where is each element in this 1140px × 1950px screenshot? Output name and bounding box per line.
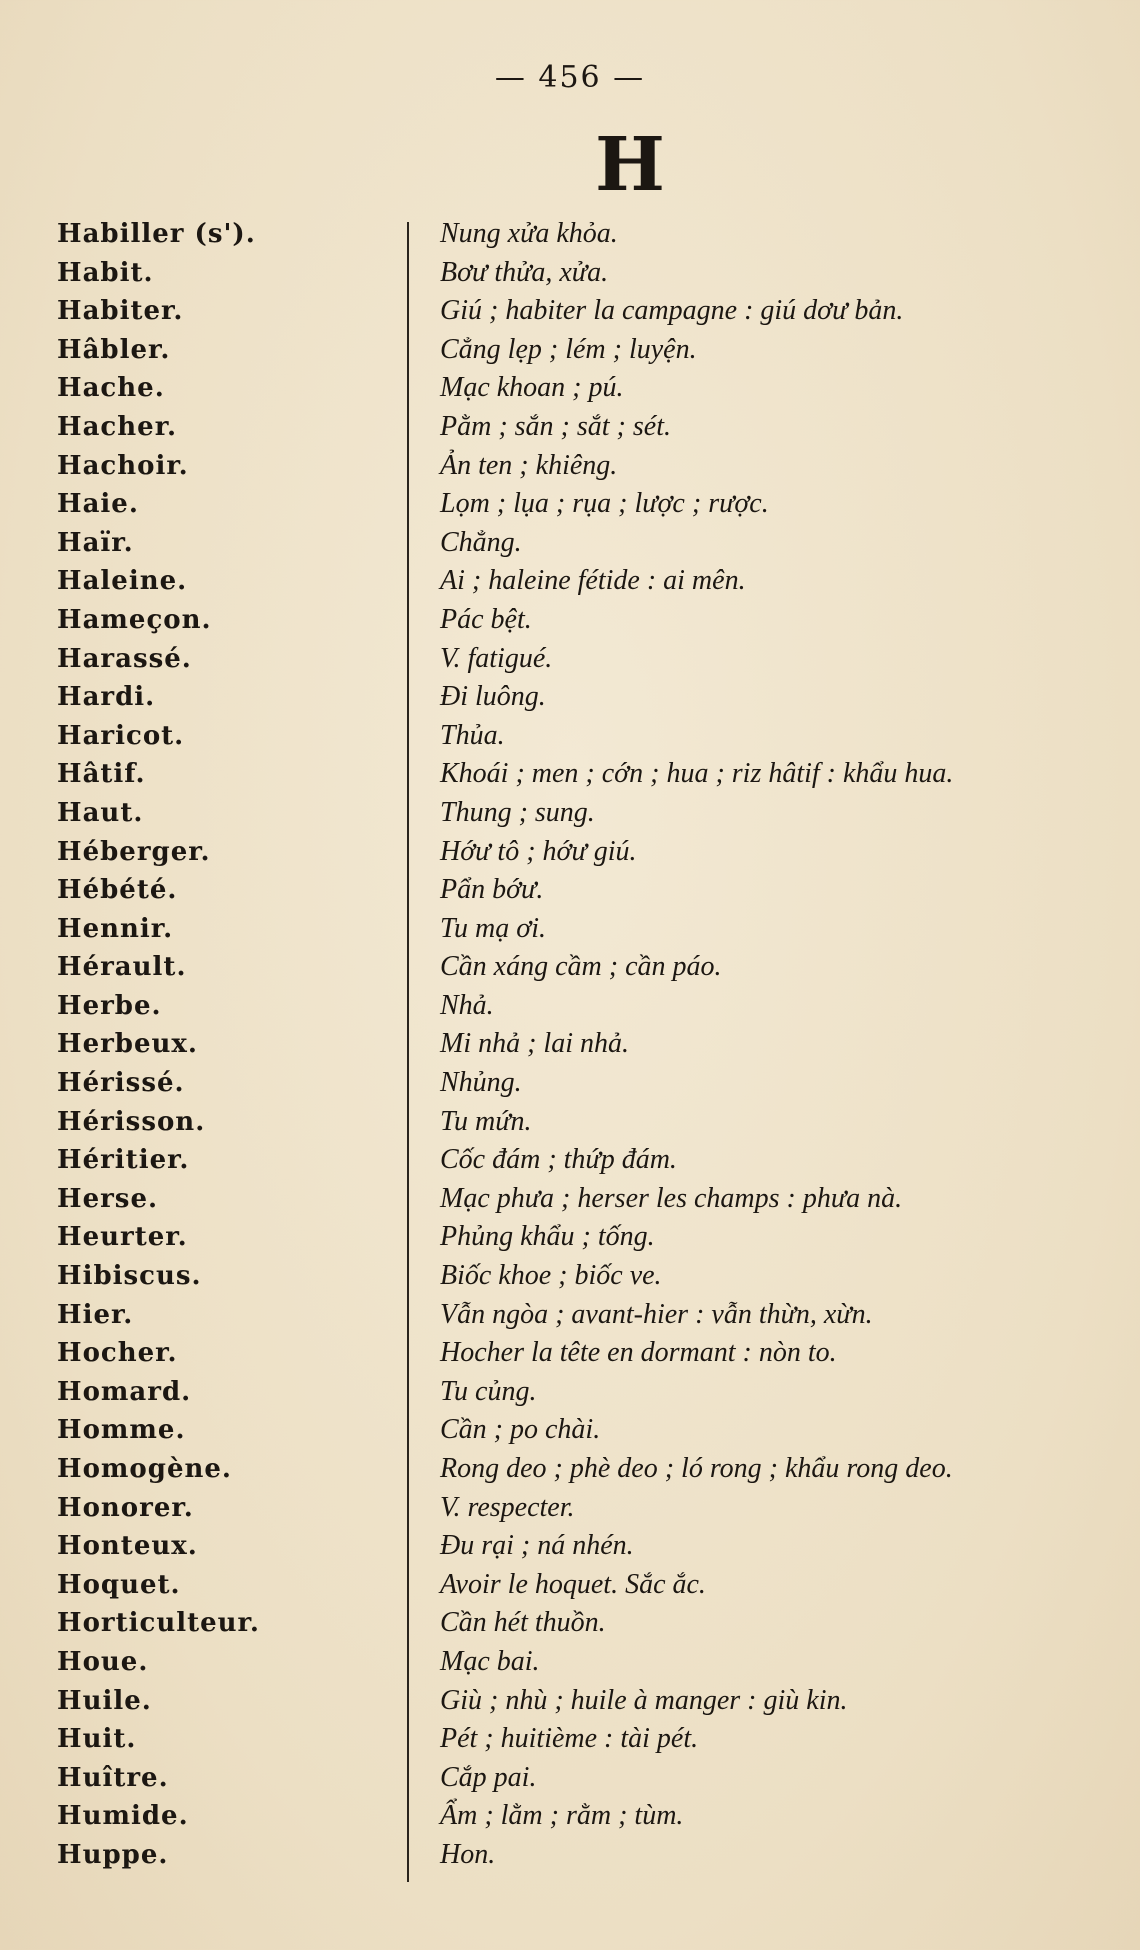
dictionary-entry	[0, 678, 1140, 717]
entry-headword: Hacher.	[57, 411, 178, 442]
dictionary-entry	[0, 717, 1140, 756]
dictionary-entry	[0, 485, 1140, 524]
dictionary-entry	[0, 369, 1140, 408]
entry-headword: Héberger.	[57, 836, 211, 867]
entry-headword: Hibiscus.	[57, 1261, 202, 1292]
entry-definition: Nhả.	[440, 989, 494, 1021]
dictionary-entry	[0, 331, 1140, 370]
dictionary-entry	[0, 447, 1140, 486]
entry-definition: Cần xáng cầm ; cần páo.	[440, 951, 722, 983]
entry-definition: Cắp pai.	[440, 1761, 537, 1793]
entry-definition: Cẳng lẹp ; lém ; luyện.	[440, 333, 697, 365]
dictionary-entry	[0, 948, 1140, 987]
dictionary-entry	[0, 292, 1140, 331]
entry-headword: Hier.	[57, 1299, 134, 1330]
entry-definition: Pằm ; sắn ; sắt ; sét.	[440, 410, 671, 442]
dictionary-entry	[0, 640, 1140, 679]
entry-definition: Biốc khoe ; biốc ve.	[440, 1260, 662, 1292]
entry-definition: Chẳng.	[440, 526, 522, 558]
dictionary-entry	[0, 910, 1140, 949]
dictionary-entry	[0, 1141, 1140, 1180]
entry-headword: Habiter.	[57, 296, 184, 327]
entry-headword: Habiller (s').	[57, 219, 256, 249]
dictionary-entry	[0, 1682, 1140, 1721]
entry-headword: Hennir.	[57, 913, 174, 944]
entry-definition: Pét ; huitième : tài pét.	[440, 1723, 699, 1755]
entry-definition: Đi luông.	[440, 681, 546, 713]
entry-definition: Hớư tô ; hớư giú.	[440, 835, 637, 867]
dictionary-entry	[0, 1450, 1140, 1489]
dictionary-entry	[0, 755, 1140, 794]
entry-headword: Herse.	[57, 1183, 159, 1214]
dictionary-entry	[0, 1720, 1140, 1759]
entry-headword: Homard.	[57, 1376, 192, 1407]
dictionary-entry	[0, 1759, 1140, 1798]
entry-headword: Honteux.	[57, 1531, 198, 1562]
dictionary-entry	[0, 408, 1140, 447]
dictionary-entry	[0, 1373, 1140, 1412]
entry-headword: Hébété.	[57, 875, 178, 906]
entry-headword: Houe.	[57, 1646, 149, 1677]
entry-definition: Nung xửa khỏa.	[440, 218, 618, 249]
entry-headword: Hoquet.	[57, 1569, 181, 1600]
entry-definition: Cần hét thuồn.	[440, 1607, 606, 1639]
entry-definition: Tu mạ ơi.	[440, 912, 546, 944]
dictionary-entry	[0, 987, 1140, 1026]
entry-headword: Haie.	[57, 489, 139, 520]
entry-definition: Cốc đám ; thứp đám.	[440, 1144, 677, 1176]
dictionary-entry	[0, 1566, 1140, 1605]
entry-definition: Lọm ; lụa ; rụa ; lược ; rược.	[440, 488, 769, 520]
entry-headword: Herbe.	[57, 990, 162, 1021]
entry-headword: Homogène.	[57, 1454, 232, 1484]
entry-definition: Rong deo ; phè deo ; ló rong ; khẩu rong deo.	[440, 1453, 953, 1484]
entry-headword: Hameçon.	[57, 604, 212, 635]
entry-definition: Mi nhả ; lai nhả.	[440, 1028, 629, 1060]
dictionary-entry	[0, 215, 1140, 254]
entry-headword: Huile.	[57, 1685, 152, 1716]
entry-headword: Horticulteur.	[57, 1608, 260, 1639]
dictionary-entry	[0, 1180, 1140, 1219]
entry-headword: Hérisson.	[57, 1106, 206, 1137]
entry-headword: Homme.	[57, 1415, 186, 1446]
entry-headword: Hache.	[57, 373, 165, 404]
entry-headword: Haïr.	[57, 527, 134, 558]
entry-headword: Hérissé.	[57, 1068, 185, 1099]
entry-headword: Hocher.	[57, 1338, 178, 1369]
dictionary-entry	[0, 1257, 1140, 1296]
dictionary-entry	[0, 871, 1140, 910]
entry-definition: Pác bệt.	[440, 603, 532, 635]
entry-headword: Haricot.	[57, 720, 185, 751]
entry-definition: Bơư thửa, xửa.	[440, 256, 609, 288]
dictionary-entries	[0, 215, 1140, 1875]
dictionary-entry	[0, 1296, 1140, 1335]
dictionary-entry	[0, 833, 1140, 872]
entry-headword: Hachoir.	[57, 450, 189, 481]
entry-headword: Hâbler.	[57, 334, 171, 365]
entry-definition: Ai ; haleine fétide : ai mên.	[440, 565, 746, 597]
entry-headword: Heurter.	[57, 1222, 188, 1253]
entry-definition: Ản ten ; khiêng.	[440, 449, 618, 481]
entry-headword: Haut.	[57, 797, 144, 828]
dictionary-entry	[0, 1836, 1140, 1875]
entry-definition: Đu rại ; ná nhén.	[440, 1530, 634, 1562]
dictionary-entry	[0, 1218, 1140, 1257]
entry-headword: Honorer.	[57, 1492, 194, 1523]
entry-definition: V. respecter.	[440, 1491, 575, 1523]
entry-definition: Tu củng.	[440, 1375, 537, 1407]
dictionary-entry	[0, 1643, 1140, 1682]
entry-headword: Humide.	[57, 1801, 189, 1832]
dictionary-entry	[0, 562, 1140, 601]
dictionary-entry	[0, 1527, 1140, 1566]
dictionary-entry	[0, 1489, 1140, 1528]
dictionary-entry	[0, 254, 1140, 293]
entry-definition: Hocher la tête en dormant : nòn to.	[440, 1337, 837, 1369]
entry-headword: Haleine.	[57, 566, 188, 597]
entry-headword: Habit.	[57, 257, 154, 288]
entry-definition: V. fatigué.	[440, 642, 553, 674]
entry-definition: Thủa.	[440, 719, 505, 751]
entry-headword: Huit.	[57, 1724, 137, 1755]
entry-headword: Harassé.	[57, 643, 192, 674]
entry-definition: Giù ; nhù ; huile à manger : giù kin.	[440, 1684, 848, 1716]
dictionary-entry	[0, 1025, 1140, 1064]
entry-headword: Héritier.	[57, 1145, 190, 1176]
dictionary-entry	[0, 1411, 1140, 1450]
entry-definition: Cần ; po chài.	[440, 1414, 601, 1446]
entry-definition: Phủng khẩu ; tống.	[440, 1221, 655, 1253]
entry-headword: Hérault.	[57, 952, 187, 983]
entry-definition: Ẩm ; lằm ; rằm ; tùm.	[440, 1800, 684, 1832]
entry-headword: Herbeux.	[57, 1029, 198, 1060]
entry-definition: Khoái ; men ; cớn ; hua ; riz hâtif : khẩu hua.	[440, 758, 954, 790]
dictionary-entry	[0, 1103, 1140, 1142]
entry-definition: Pẩn bớư.	[440, 874, 544, 906]
entry-definition: Mạc bai.	[440, 1645, 540, 1677]
entry-definition: Tu mứn.	[440, 1105, 532, 1137]
dictionary-entry	[0, 524, 1140, 563]
entry-headword: Huppe.	[57, 1839, 169, 1870]
page-number: — 456 —	[494, 60, 646, 95]
dictionary-entry	[0, 1604, 1140, 1643]
entry-definition: Vẫn ngòa ; avant-hier : vẫn thừn, xừn.	[440, 1298, 873, 1330]
dictionary-entry	[0, 794, 1140, 833]
section-letter-heading: H	[595, 122, 665, 208]
dictionary-entry	[0, 1797, 1140, 1836]
dictionary-entry	[0, 1334, 1140, 1373]
entry-definition: Thung ; sung.	[440, 796, 595, 828]
entry-headword: Huître.	[57, 1762, 169, 1793]
entry-definition: Nhủng.	[440, 1067, 522, 1099]
dictionary-entry	[0, 601, 1140, 640]
entry-definition: Giú ; habiter la campagne : giú dơư bản.	[440, 295, 904, 327]
entry-definition: Mạc phưa ; herser les champs : phưa nà.	[440, 1182, 903, 1214]
dictionary-entry	[0, 1064, 1140, 1103]
entry-headword: Hardi.	[57, 682, 156, 713]
entry-definition: Avoir le hoquet. Sắc ắc.	[440, 1568, 706, 1600]
entry-definition: Hon.	[440, 1838, 496, 1870]
entry-definition: Mạc khoan ; pú.	[440, 372, 624, 404]
entry-headword: Hâtif.	[57, 759, 146, 790]
